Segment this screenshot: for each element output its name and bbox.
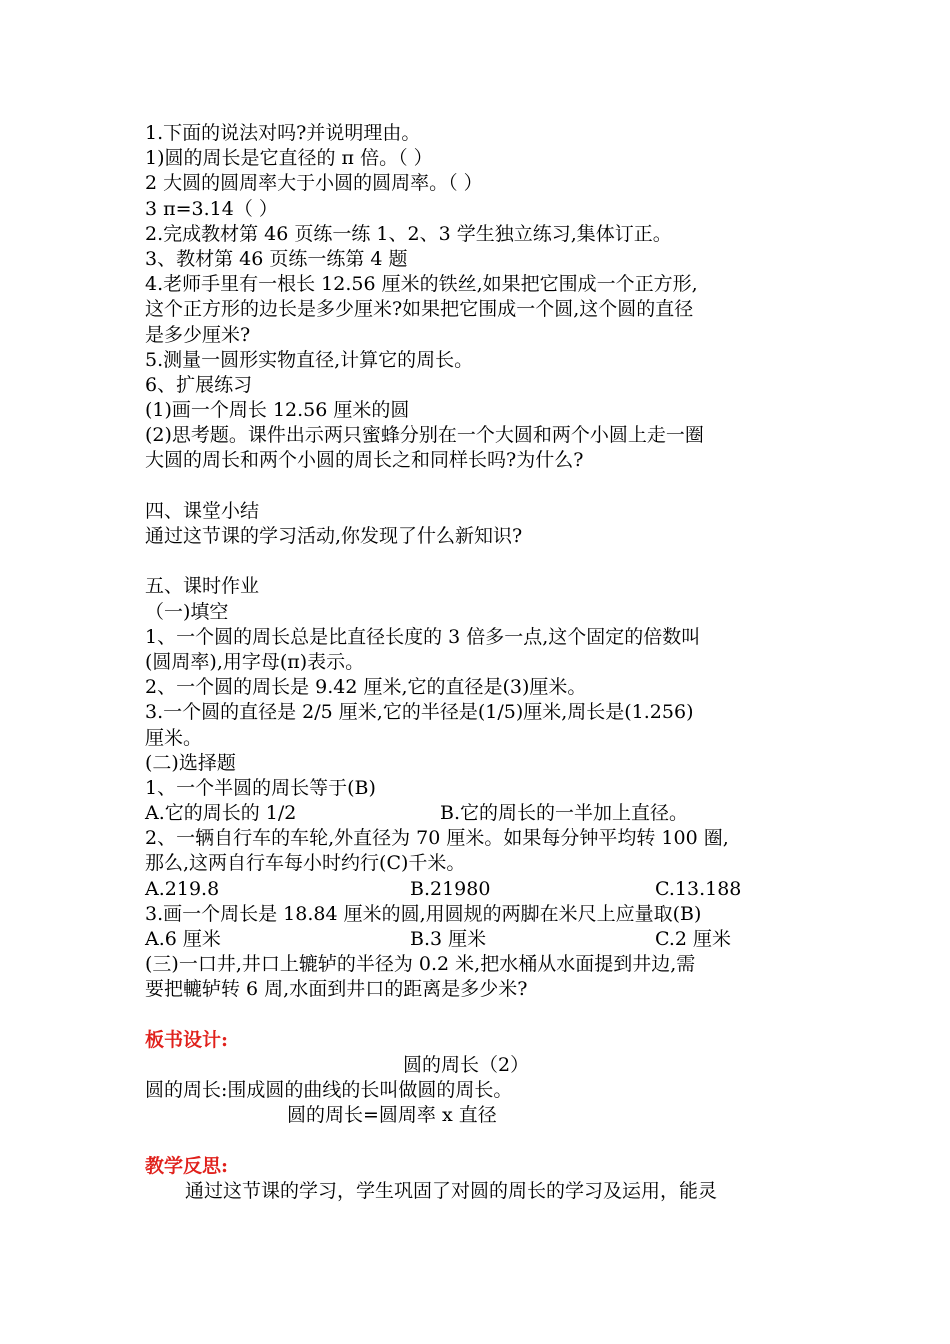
homework-problem-3-line-2: 要把轆轳转 6 周,水面到井口的距离是多少米?: [145, 978, 528, 1001]
homework-fill-3-line-1: 3.一个圆的直径是 2/5 厘米,它的半径是(1/5)厘米,周长是(1.256): [145, 701, 694, 724]
spacer: [145, 1003, 810, 1028]
exercise-1-item-3: 3 π=3.14（ ）: [145, 197, 278, 220]
homework-fill-1-line-2: (圆周率),用字母(π)表示。: [145, 650, 365, 673]
option-c: C.2 厘米: [655, 928, 732, 950]
section-summary-text: 通过这节课的学习活动,你发现了什么新知识?: [145, 525, 523, 547]
reflection-text: 通过这节课的学习，学生巩固了对圆的周长的学习及运用，能灵: [185, 1179, 718, 1202]
section-summary-title: 四、课堂小结: [145, 499, 260, 522]
exercise-1-item-1: 1)圆的周长是它直径的 π 倍。（ ）: [145, 147, 433, 170]
option-a: A.6 厘米: [145, 928, 221, 950]
option-b: B.21980: [410, 877, 491, 900]
board-title: 圆的周长（2）: [403, 1053, 530, 1076]
homework-choice-3-options: [145, 927, 810, 952]
option-a: A.219.8: [145, 877, 220, 900]
option-b: B.它的周长的一半加上直径。: [440, 802, 689, 825]
document-body: [145, 121, 810, 1204]
option-c: C.13.188: [655, 877, 742, 900]
exercise-4-line-2: 这个正方形的边长是多少厘米?如果把它围成一个圆,这个圆的直径: [145, 298, 694, 321]
exercise-6-title: 6、扩展练习: [145, 373, 253, 396]
homework-choice-2-options: [145, 877, 810, 902]
exercise-4-line-1: 4.老师手里有一根长 12.56 厘米的铁丝,如果把它围成一个正方形,: [145, 273, 698, 296]
exercise-2: 2.完成教材第 46 页练一练 1、2、3 学生独立练习,集体订正。: [145, 222, 672, 245]
homework-choice-2-line-1: 2、一辆自行车的车轮,外直径为 70 厘米。如果每分钟平均转 100 圈,: [145, 827, 729, 850]
exercise-6-item-2-line-2: 大圆的周长和两个小圆的周长之和同样长吗?为什么?: [145, 449, 584, 472]
section-homework-title: 五、课时作业: [145, 575, 260, 598]
spacer: [145, 1129, 810, 1154]
board-formula: 圆的周长=圆周率 x 直径: [287, 1104, 497, 1127]
exercise-6-item-1: (1)画一个周长 12.56 厘米的圆: [145, 399, 410, 422]
homework-choice-1-options: [145, 801, 810, 826]
board-definition: 圆的周长:围成圆的曲线的长叫做圆的周长。: [145, 1079, 513, 1102]
spacer: [145, 549, 810, 574]
exercise-5: 5.测量一圆形实物直径,计算它的周长。: [145, 348, 474, 371]
homework-choice-2-line-2: 那么,这两自行车每小时约行(C)千米。: [145, 852, 466, 875]
exercise-3: 3、教材第 46 页练一练第 4 题: [145, 247, 408, 270]
homework-fill-title: （一)填空: [145, 600, 229, 623]
exercise-1-title: 1.下面的说法对吗?并说明理由。: [145, 122, 421, 144]
spacer: [145, 474, 810, 499]
board-design-heading: 板书设计:: [145, 1028, 229, 1051]
homework-fill-3-line-2: 厘米。: [145, 726, 203, 749]
exercise-4-line-3: 是多少厘米?: [145, 323, 251, 346]
homework-fill-1-line-1: 1、一个圆的周长总是比直径长度的 3 倍多一点,这个固定的倍数叫: [145, 625, 701, 648]
homework-problem-3-line-1: (三)一口井,井口上辘轳的半径为 0.2 米,把水桶从水面提到井边,需: [145, 953, 696, 976]
option-a: A.它的周长的 1/2: [145, 802, 297, 825]
exercise-6-item-2-line-1: (2)思考题。课件出示两只蜜蜂分别在一个大圆和两个小圆上走一圈: [145, 424, 704, 447]
homework-choice-title: (二)选择题: [145, 751, 236, 774]
homework-choice-3: 3.画一个周长是 18.84 厘米的圆,用圆规的两脚在米尺上应量取(B): [145, 902, 702, 925]
exercise-1-item-2: 2 大圆的圆周率大于小圆的圆周率。（ ）: [145, 172, 483, 195]
homework-fill-2: 2、一个圆的周长是 9.42 厘米,它的直径是(3)厘米。: [145, 676, 587, 699]
homework-choice-1: 1、一个半圆的周长等于(B): [145, 776, 376, 799]
reflection-heading: 教学反思:: [145, 1154, 229, 1177]
option-b: B.3 厘米: [410, 928, 487, 950]
